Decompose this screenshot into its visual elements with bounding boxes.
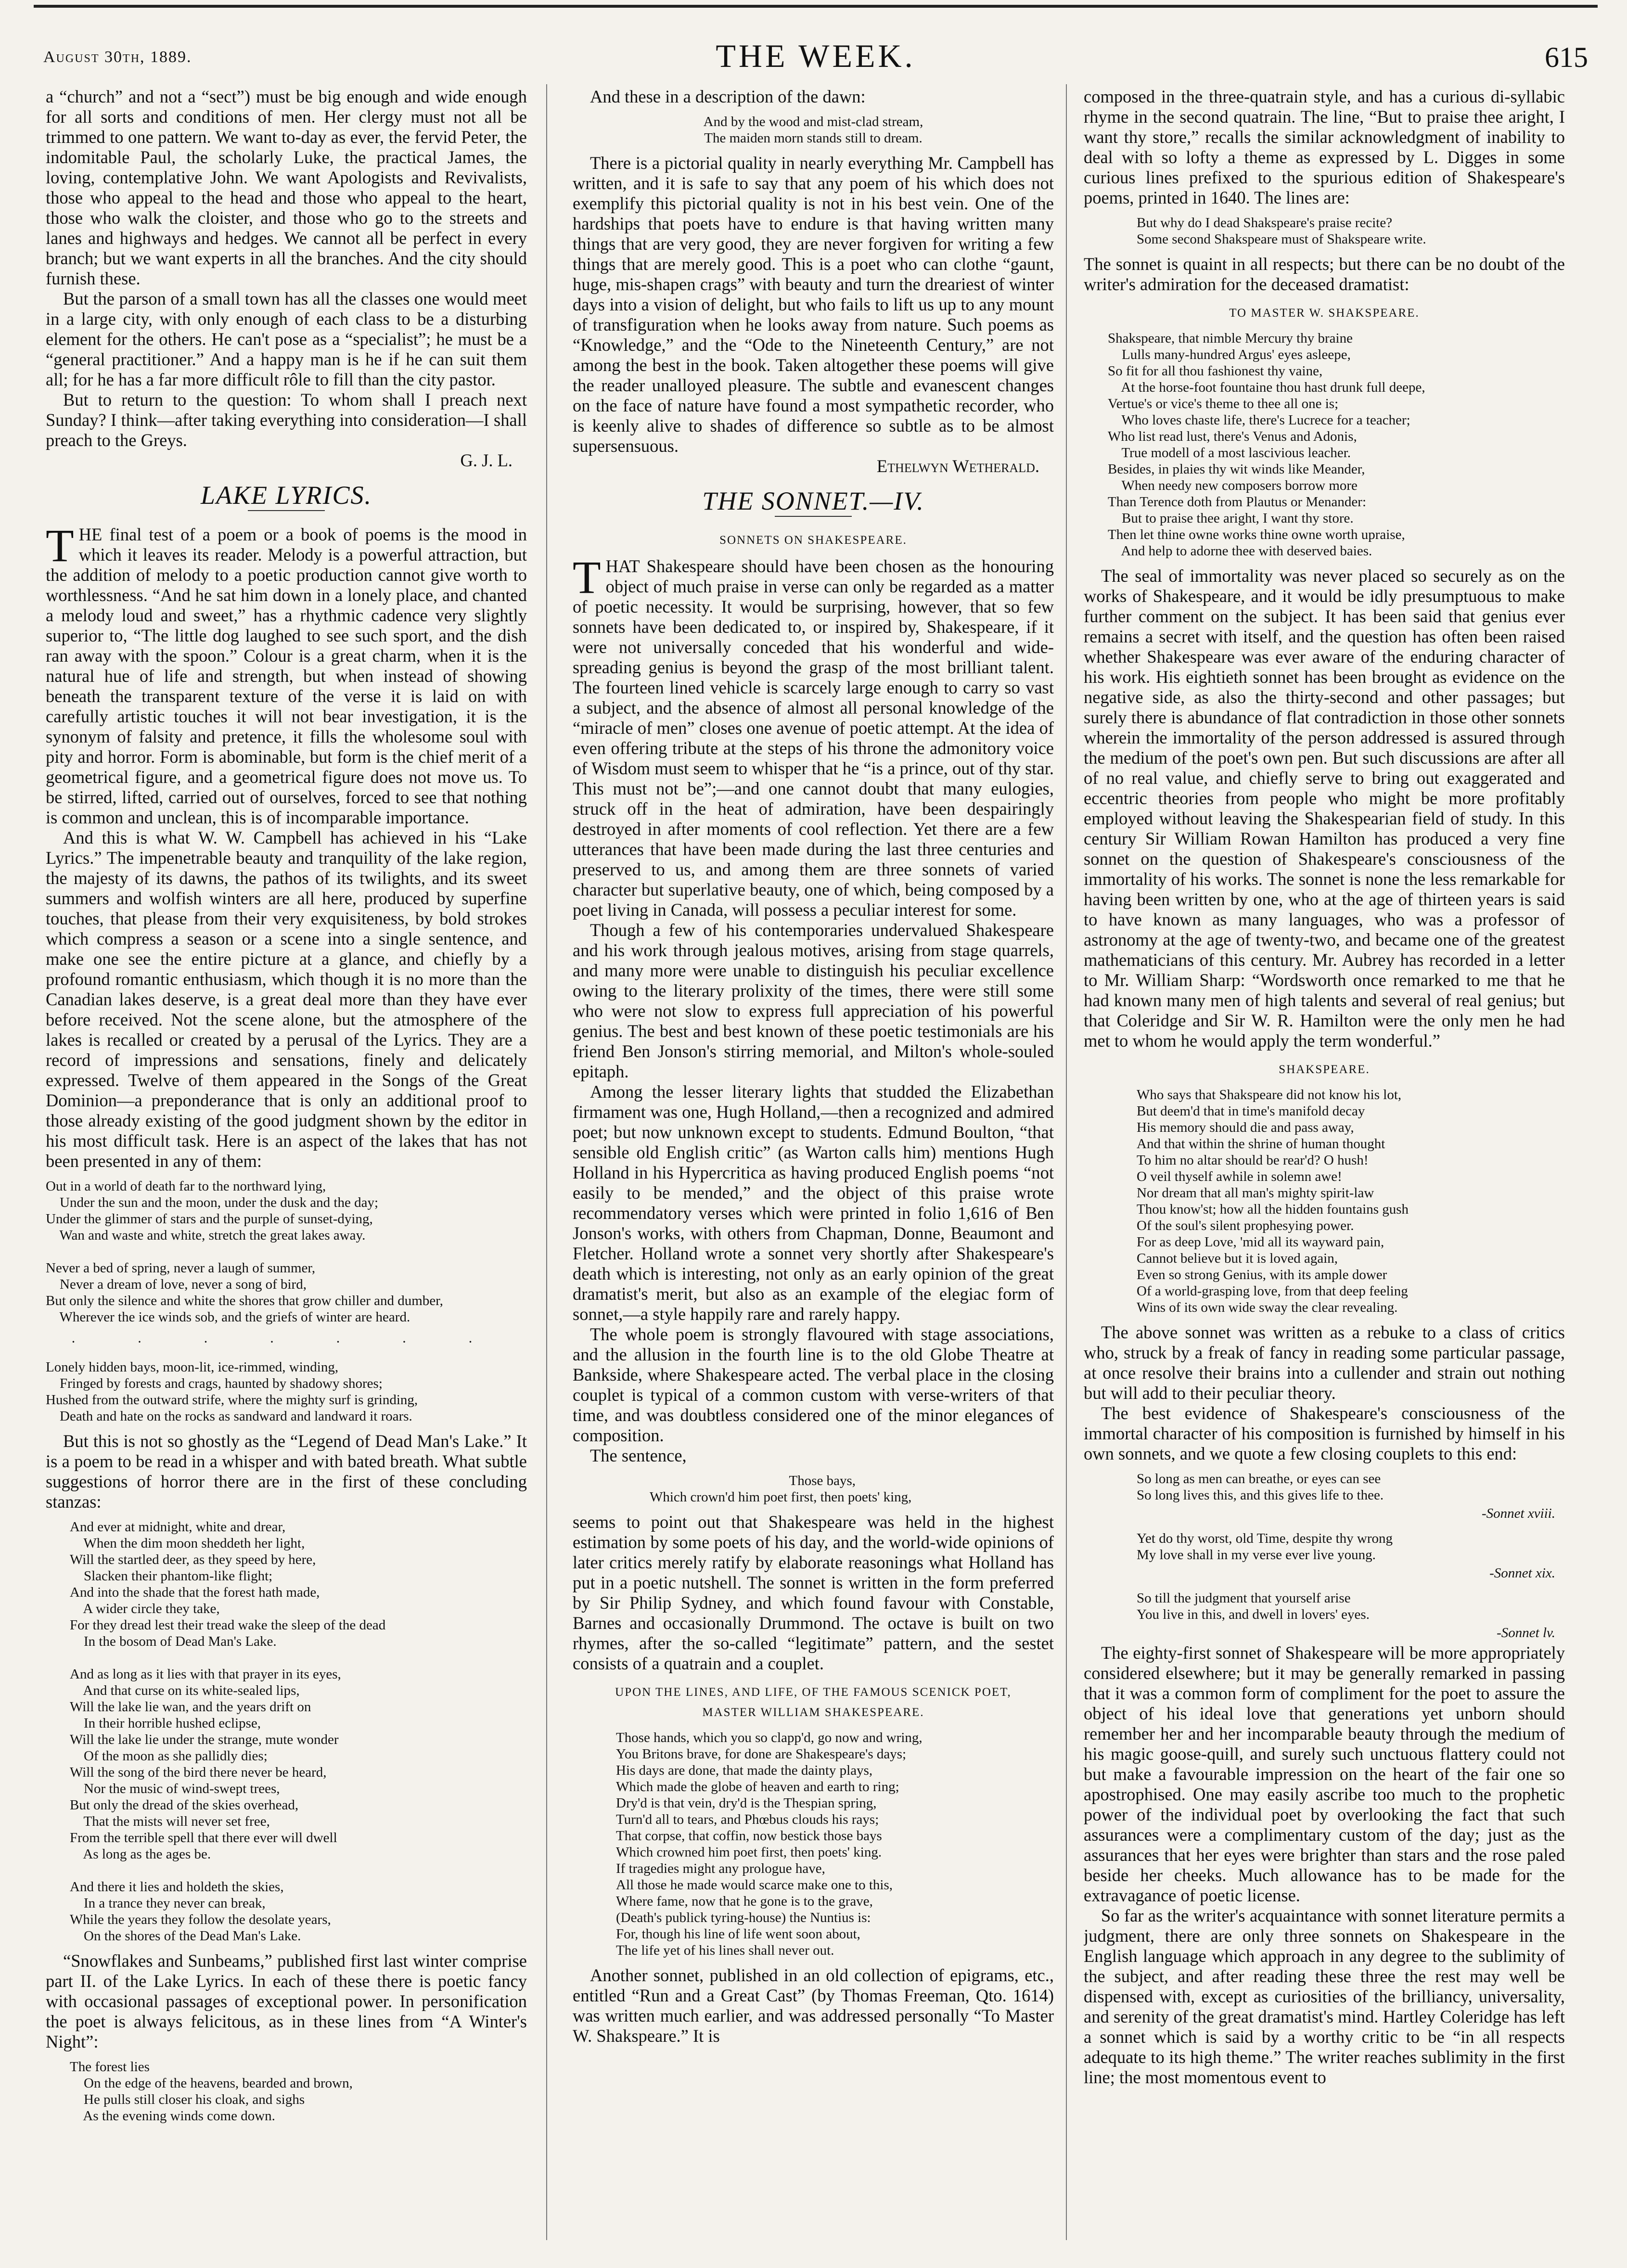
- verse-line: To him no altar should be rear'd? O hush!: [1137, 1153, 1369, 1168]
- verse-line: Than Terence doth from Plautus or Menander:: [1108, 494, 1366, 510]
- verse-line: At the horse-foot fountaine thou hast drunk full deepe,: [1108, 380, 1425, 395]
- verse-line: Slacken their phantom-like flight;: [70, 1568, 273, 1584]
- verse-line: (Death's publick tyring-house) the Nuntius is:: [616, 1910, 871, 1925]
- verse-line: Never a dream of love, never a song of bird,: [46, 1277, 307, 1292]
- paragraph: The seal of immortality was never placed so securely as on the works of Shakespeare, and it would be idly presumptuous to make further comment on the subject. It has been said that genius ever remains a secret with itself, and the question has often been raised whether Shakespeare was ever aware of the enduring character of his work. His eightieth sonnet has been brought as evidence on the negative side, as also the thirty-second and other passages; but surely there is abundance of flat contradiction in those other sonnets wherein the immortality of the person addressed is assured through the medium of the poet's own pen. But such discussions are after all of no real value, and chiefly serve to bring out exaggerated and eccentric theories from people who might be more profitably employed without leaving the Shakespearian field of study. In this century Sir William Rowan Hamilton has produced a very fine sonnet on the question of Shakespeare's consciousness of the immortality of his works. The sonnet is none the less remarkable for having been written by one, who at the age of thirteen years is said to have known as many languages, who was a professor of astronomy at the age of twenty-two, and became one of the greatest mathematicians of this century. Mr. Aubrey has recorded in a letter to Mr. William Sharp: “Wordsworth once remarked to me that he had known many men of high talents and several of real genius; but that Coleridge and Sir W. R. Hamilton were the only men he had met to whom he would apply the term wonderful.”: [1084, 566, 1565, 1051]
- verse-line: Vertue's or vice's theme to thee all one is;: [1108, 396, 1339, 411]
- verse-line: While the years they follow the desolate years,: [70, 1912, 331, 1927]
- verse-line: His memory should die and pass away,: [1137, 1120, 1354, 1135]
- column-divider: [1066, 84, 1067, 2240]
- column-1: [46, 87, 527, 2242]
- verse-line: And there it lies and holdeth the skies,: [70, 1879, 284, 1895]
- paragraph: a “church” and not a “sect”) must be big enough and wide enough for all sorts and conditions of men. Her clergy must not all be trimmed to one pattern. We want to-day as ever, the fervid Peter, the indomitable Paul, the scholarly Luke, the practical James, the loving, contemplative John. We want Apologists and Revivalists, those who appeal to the head and those who appeal to the heart, those who walk the cloister, and those who go to the streets and lanes and highways and hedges. We cannot all be perfect in every branch; but we want experts in all the branches. And the city should furnish these.: [46, 87, 527, 288]
- article-title: THE SONNET.—IV.: [702, 487, 924, 515]
- verse-line: Will the startled deer, as they speed by here,: [70, 1552, 316, 1567]
- paragraph: The sentence,: [590, 1446, 687, 1465]
- paragraph: The sonnet is quaint in all respects; but there can be no doubt of the writer's admiration for the deceased dramatist:: [1084, 254, 1565, 294]
- verse-line: You live in this, and dwell in lovers' eyes.: [1137, 1607, 1370, 1622]
- verse-line: True modell of a most lascivious leacher.: [1108, 445, 1351, 461]
- verse-block: [573, 1473, 1054, 1505]
- verse-line: But only the silence and white the shores that grow chiller and dumber,: [46, 1293, 443, 1308]
- verse-line: In the bosom of Dead Man's Lake.: [70, 1634, 277, 1649]
- verse-line: Of the soul's silent prophesying power.: [1137, 1218, 1354, 1233]
- verse-line: Will the lake lie under the strange, mute wonder: [70, 1732, 339, 1747]
- verse-line: Wherever the ice winds sob, and the griefs of winter are heard.: [46, 1309, 410, 1325]
- verse-line: In their horrible hushed eclipse,: [70, 1716, 261, 1731]
- verse-line: Those hands, which you so clapp'd, go now and wring,: [616, 1730, 922, 1745]
- paragraph: But the parson of a small town has all the classes one would meet in a large city, with only enough of each class to be a disturbing element for the others. He can't pose as a “specialist”; he must be a “general practitioner.” And a happy man is he if he can suit them all; for he has a far more difficult rôle to fill than the city pastor.: [46, 289, 527, 389]
- verse-line: Hushed from the outward strife, where the mighty surf is grinding,: [46, 1392, 418, 1408]
- sonnet-citation: -Sonnet xviii.: [1481, 1506, 1555, 1521]
- verse-block: [46, 1178, 527, 1325]
- verse-line: As long as the ages be.: [70, 1846, 211, 1862]
- verse-line: Turn'd all to tears, and Phœbus clouds his rays;: [616, 1812, 879, 1827]
- paragraph: Another sonnet, published in an old collection of epigrams, etc., entitled “Run and a Great Cast” (by Thomas Freeman, Qto. 1614) was written much earlier, and was addressed personally “To Master W. Shakspeare.” It is: [573, 1965, 1054, 2046]
- verse-line: When the dim moon sheddeth her light,: [70, 1536, 305, 1551]
- verse-line: O veil thyself awhile in solemn awe!: [1137, 1169, 1342, 1184]
- paragraph: And these in a description of the dawn:: [590, 87, 866, 106]
- paragraph: And this is what W. W. Campbell has achieved in his “Lake Lyrics.” The impenetrable beauty and tranquility of the lake region, the majesty of its dawns, the pathos of its twilights, and its sweet summers and wolfish winters are all here, produced by superfine touches, that please from their very exquisiteness, by bold strokes which compress a season or a scene into a single sentence, and make one see the entire picture at a glance, and chiefly by a profound romantic enthusiasm, which though it is no more than the Canadian lakes deserve, is a great deal more than they have ever before received. Not the scene alone, but the atmosphere of the lakes is recalled or created by a perusal of the Lyrics. They are a record of impressions and sensations, finely and delicately expressed. Twelve of them appeared in the Songs of the Great Dominion—a preponderance that is only an additional proof to those already existing of the good judgment shown by the editor in his most difficult task. Here is an aspect of the lakes that has not been presented in any of them:: [46, 828, 527, 1171]
- verse-line: Who loves chaste life, there's Lucrece for a teacher;: [1108, 412, 1410, 428]
- column-2: [573, 87, 1054, 2242]
- verse-line: The life yet of his lines shall never out.: [616, 1943, 834, 1958]
- paragraph: But this is not so ghostly as the “Legend of Dead Man's Lake.” It is a poem to be read in a whisper and with bated breath. What subtle suggestions of horror there are in the first of these concluding stanzas:: [46, 1431, 527, 1512]
- title-rule: [248, 510, 325, 511]
- paragraph: The above sonnet was written as a rebuke to a class of critics who, struck by a freak of fancy in reading some particular passage, at once resolve their brains into a cullender and strain out nothing but will add to their peculiar theory.: [1084, 1322, 1565, 1403]
- verse-line: [70, 1650, 527, 1666]
- verse-line: From the terrible spell that there ever will dwell: [70, 1830, 337, 1845]
- verse-line: And that curse on its white-sealed lips,: [70, 1683, 300, 1698]
- verse-line: Who list read lust, there's Venus and Adonis,: [1108, 429, 1357, 444]
- verse-line: Will the song of the bird there never be heard,: [70, 1765, 327, 1780]
- verse-line: Of the moon as she pallidly dies;: [70, 1748, 268, 1764]
- verse-line: Where fame, now that he gone is to the grave,: [616, 1894, 873, 1909]
- verse-line: If tragedies might any prologue have,: [616, 1861, 825, 1876]
- verse-line: [46, 1243, 527, 1260]
- verse-line: The forest lies: [70, 2059, 150, 2075]
- verse-line: Cannot believe but it is loved again,: [1137, 1251, 1338, 1266]
- verse-line: All those he made would scarce make one to this,: [616, 1877, 893, 1893]
- sonnet-citation: -Sonnet xix.: [1489, 1565, 1555, 1581]
- column-divider: [546, 84, 547, 2240]
- verse-line: And that within the shrine of human thought: [1137, 1136, 1385, 1152]
- verse-block: [1084, 1530, 1565, 1563]
- article-title: LAKE LYRICS.: [201, 481, 372, 510]
- verse-line: So long lives this, and this gives life to thee.: [1137, 1487, 1384, 1503]
- ellipsis-separator: · · · · · · ·: [71, 1334, 502, 1350]
- verse-line: Shakspeare, that nimble Mercury thy braine: [1108, 331, 1353, 346]
- verse-line: And into the shade that the forest hath made,: [70, 1585, 320, 1600]
- verse-line: For, though his line of life went soon about,: [616, 1926, 860, 1942]
- verse-line: Death and hate on the rocks as sandward and landward it roars.: [46, 1409, 412, 1424]
- verse-line: Thou know'st; how all the hidden fountains gush: [1137, 1202, 1409, 1217]
- verse-line: Nor dream that all man's mighty spirit-law: [1137, 1185, 1374, 1201]
- verse-line: That the mists will never set free,: [70, 1814, 270, 1829]
- verse-line: That corpse, that coffin, now bestick those bays: [616, 1828, 882, 1844]
- verse-line: So fit for all thou fashionest thy vaine,: [1108, 363, 1323, 379]
- verse-line: Even so strong Genius, with its ample dower: [1137, 1267, 1387, 1282]
- verse-block: [1084, 215, 1565, 247]
- verse-block: [1084, 330, 1565, 559]
- verse-line: Of a world-grasping love, from that deep feeling: [1137, 1283, 1408, 1299]
- verse-line: Which made the globe of heaven and earth to ring;: [616, 1779, 899, 1794]
- verse-line: So till the judgment that yourself arise: [1137, 1590, 1351, 1606]
- verse-line: A wider circle they take,: [70, 1601, 220, 1616]
- verse-line: Then let thine owne works thine owne worth upraise,: [1108, 527, 1405, 542]
- verse-block: [46, 1519, 527, 1944]
- verse-block: [46, 1359, 527, 1424]
- drop-cap: T: [46, 520, 74, 571]
- verse-line: Wins of its own wide sway the clear revealing.: [1137, 1300, 1398, 1315]
- verse-block: [1084, 1471, 1565, 1503]
- verse-line: Yet do thy worst, old Time, despite thy wrong: [1137, 1531, 1393, 1546]
- poem-title: SHAKSPEARE.: [1279, 1063, 1370, 1076]
- paragraph: Though a few of his contemporaries undervalued Shakespeare and his work through jealous motives, arising from stage quarrels, and many more were unable to distinguish his peculiar excellence owing to the literary prolixity of the times, there were still some who were not slow to express full appreciation of his powerful genius. The best and best known of these poetic testimonials are his friend Ben Jonson's stirring memorial, and Milton's whole-souled epitaph.: [573, 920, 1054, 1081]
- verse-line: Nor the music of wind-swept trees,: [70, 1781, 280, 1796]
- verse-line: On the edge of the heavens, bearded and brown,: [70, 2076, 353, 2091]
- verse-line: Under the sun and the moon, under the dusk and the day;: [46, 1195, 379, 1210]
- verse-line: So long as men can breathe, or eyes can see: [1137, 1471, 1381, 1486]
- verse-line: For as deep Love, 'mid all its wayward pain,: [1137, 1234, 1384, 1250]
- verse-line: But only the dread of the skies overhead,: [70, 1797, 299, 1813]
- verse-line: Those bays,: [650, 1473, 856, 1488]
- verse-line: Under the glimmer of stars and the purple of sunset-dying,: [46, 1211, 373, 1227]
- issue-date: August 30th, 1889.: [43, 48, 192, 66]
- verse-line: When needy new composers borrow more: [1108, 478, 1358, 493]
- verse-line: He pulls still closer his cloak, and sighs: [70, 2092, 305, 2107]
- drop-cap: T: [573, 551, 601, 603]
- verse-line: As the evening winds come down.: [70, 2108, 275, 2124]
- paragraph: composed in the three-quatrain style, and has a curious di-syllabic rhyme in the second quatrain. The line, “But to praise thee aright, I want thy store,” recalls the similar acknowledgment of inability to deal with so lofty a theme as expressed by L. Digges in some curious lines prefixed to the spurious edition of Shakespeare's poems, printed in 1640. The lines are:: [1084, 87, 1565, 207]
- verse-line: But why do I dead Shakspeare's praise recite?: [1137, 215, 1393, 231]
- publication-title: THE WEEK.: [716, 38, 916, 74]
- paragraph: THAT Shakespeare should have been chosen as the honouring object of much praise in verse can only be regarded as a matter of poetic necessity. It would be surprising, however, that so few sonnets have been dedicated to, or inspired by, Shakespeare, if it were not universally conceded that his wonderful and wide-spreading genius is beyond the grasp of the most brilliant talent. The fourteen lined vehicle is scarcely large enough to carry so vast a subject, and the absence of almost all personal knowledge of the “miracle of men” closes one avenue of poetic attempt. At the idea of even offering tribute at the steps of his throne the admonitory voice of Wisdom must seem to whisper that he “is a prince, out of thy star. This must not be”;—and one cannot doubt that many eulogies, struck off in the heat of admiration, have been despairingly destroyed in after moments of cool reflection. Yet there are a few utterances that have been made during the last three centuries and preserved to us, and among them are three sonnets of varied character but superlative beauty, one of which, being composed by a poet living in Canada, will possess a peculiar interest for some.: [573, 551, 1054, 920]
- verse-block: [573, 1730, 1054, 1959]
- verse-line: You Britons brave, for done are Shakespeare's days;: [616, 1746, 907, 1762]
- verse-line: In a trance they never can break,: [70, 1896, 266, 1911]
- verse-line: Lonely hidden bays, moon-lit, ice-rimmed, winding,: [46, 1359, 339, 1375]
- verse-line: Some second Shakspeare must of Shakspeare write.: [1137, 231, 1426, 247]
- verse-line: But to praise thee aright, I want thy store.: [1108, 511, 1354, 526]
- poem-title: UPON THE LINES, AND LIFE, OF THE FAMOUS SCENICK POET, MASTER WILLIAM SHAKESPEARE.: [615, 1686, 1012, 1719]
- verse-line: And as long as it lies with that prayer in its eyes,: [70, 1666, 341, 1682]
- paragraph: The best evidence of Shakespeare's consciousness of the immortal character of his composition is furnished by himself in his own sonnets, and we quote a few closing couplets to this end:: [1084, 1403, 1565, 1463]
- verse-line: Dry'd is that vein, dry'd is the Thespian spring,: [616, 1795, 877, 1811]
- sonnet-citation: -Sonnet lv.: [1497, 1625, 1555, 1640]
- verse-line: Lulls many-hundred Argus' eyes asleepe,: [1108, 347, 1351, 362]
- verse-line: And ever at midnight, white and drear,: [70, 1519, 286, 1535]
- author-signature: G. J. L.: [460, 450, 512, 470]
- verse-line: And help to adorne thee with deserved baies.: [1108, 543, 1372, 559]
- paragraph: THE final test of a poem or a book of poems is the mood in which it leaves its reader. Melody is a powerful attraction, but the addition of melody to a poetic production cannot give worth to worthlessness. “And he sat him down in a lonely place, and chanted a melody loud and sweet,” has a rhythmic cadence very slightly superior to, “The little dog laughed to see such sport, and the dish ran away with the spoon.” Colour is a great charm, when it is the natural hue of life and strength, but when instead of showing beneath the transparent texture of the verse it is laid on with carefully artistic touches it will not bear investigation, it is the synonym of falsity and pretence, it fills the wholesome soul with pity and horror. Form is abominable, but form is the chief merit of a geometrical figure, and a geometrical figure does not move us. To be stirred, lifted, carried out of ourselves, forced to see that nothing is common and unclean, this is of incomparable importance.: [46, 520, 527, 827]
- title-rule: [775, 516, 852, 517]
- verse-block: [46, 2059, 527, 2124]
- verse-line: Wan and waste and white, stretch the great lakes away.: [46, 1228, 366, 1243]
- verse-line: Who says that Shakspeare did not know his lot,: [1137, 1087, 1402, 1102]
- paragraph: “Snowflakes and Sunbeams,” published first last winter comprise part II. of the Lake Lyrics. In each of these there is poetic fancy with occasional passages of exceptional power. In personification the poet is always felicitous, as in these lines from “A Winter's Night”:: [46, 1951, 527, 2051]
- verse-block: [1084, 1087, 1565, 1316]
- paragraph: Among the lesser literary lights that studded the Elizabethan firmament was one, Hugh Holland,—then a recognized and admired poet; but now unknown except to students. Edmund Boulton, “that sensible old English critic” (as Warton calls him) mentions Hugh Holland in his Hypercritica as having produced English poems “not easily to be mended,” and the object of this praise wrote recommendatory verses which were printed in folio 1,616 of Ben Jonson's works, with others from Chapman, Donne, Beaumont and Fletcher. Holland wrote a sonnet very shortly after Shakespeare's death which is interesting, not only as an early opinion of the great dramatist's merit, but also as an example of the elegiac form of sonnet,—a style happily rare and rarely happy.: [573, 1082, 1054, 1324]
- paragraph: The whole poem is strongly flavoured with stage associations, and the allusion in the fourth line is to the old Globe Theatre at Bankside, where Shakespeare acted. The verbal place in the closing couplet is typical of a common custom with verse-writers of that time, and was doubtless considered one of the minor elegances of composition.: [573, 1324, 1054, 1445]
- verse-line: The maiden morn stands still to dream.: [704, 130, 922, 146]
- paragraph: But to return to the question: To whom shall I preach next Sunday? I think—after taking everything into consideration—I shall preach to the Greys.: [46, 390, 527, 450]
- top-border-rule: [34, 5, 1598, 8]
- paragraph: seems to point out that Shakespeare was held in the highest estimation by some poets of his day, and the world-wide opinions of later critics merely ratify by elaborate reasonings what Holland has put in a poetic nutshell. The sonnet is written in the form preferred by Sir Philip Sydney, and which found favour with Constable, Barnes and occasionally Drummond. The octave is built on two rhymes, after the so-called “legitimate” pattern, and the sestet consists of a quatrain and a couplet.: [573, 1512, 1054, 1673]
- verse-line: Besides, in plaies thy wit winds like Meander,: [1108, 461, 1365, 477]
- verse-line: Never a bed of spring, never a laugh of summer,: [46, 1260, 316, 1276]
- verse-block: [573, 114, 1054, 146]
- page-number: 615: [1545, 41, 1588, 73]
- verse-line: For they dread lest their tread wake the sleep of the dead: [70, 1617, 386, 1633]
- article-subtitle: SONNETS ON SHAKESPEARE.: [719, 534, 907, 547]
- verse-line: His days are done, that made the dainty plays,: [616, 1763, 873, 1778]
- verse-line: Out in a world of death far to the northward lying,: [46, 1179, 326, 1194]
- verse-line: Which crowned him poet first, then poets' king.: [616, 1845, 882, 1860]
- verse-block: [1084, 1590, 1565, 1623]
- paragraph: So far as the writer's acquaintance with sonnet literature permits a judgment, there are only three sonnets on Shakespeare in the English language which approach in any degree to the sublimity of the subject, and after reading these three the rest may well be dispensed with, except as curiosities of the brilliancy, universality, and serenity of the great dramatist's mind. Hartley Coleridge has left a sonnet which is said by a worthy critic to be “in all respects adequate to its high theme.” The writer reaches sublimity in the first line; the most momentous event to: [1084, 1906, 1565, 2087]
- column-3: [1084, 87, 1565, 2242]
- verse-line: But deem'd that in time's manifold decay: [1137, 1103, 1365, 1119]
- verse-line: My love shall in my verse ever live young.: [1137, 1547, 1376, 1563]
- paragraph: There is a pictorial quality in nearly everything Mr. Campbell has written, and it is safe to say that any poem of his which does not exemplify this pictorial quality is not in his best vein. One of the hardships that poets have to endure is that having written many things that are very good, they are never forgiven for writing a few things that are merely good. This is a poet who can clothe “gaunt, huge, mis-shapen crags” with beauty and turn the dreariest of winter days into a vision of delight, but who fails to lift us up to any mount of transfiguration when he looks away from nature. Such poems as “Knowledge,” and the “Ode to the Nineteenth Century,” are not among the best in the book. Taken altogether these poems will give the reader unalloyed pleasure. The subtle and evanescent changes on the face of nature have found a most sympathetic recorder, who is keenly alive to shades of difference so subtle as to be almost supersensuous.: [573, 153, 1054, 456]
- verse-line: Will the lake lie wan, and the years drift on: [70, 1699, 311, 1715]
- poem-title: TO MASTER W. SHAKSPEARE.: [1229, 307, 1420, 320]
- verse-line: [70, 1862, 527, 1879]
- verse-line: And by the wood and mist-clad stream,: [703, 114, 923, 129]
- author-signature: Ethelwyn Wetherald.: [876, 456, 1039, 476]
- paragraph: The eighty-first sonnet of Shakespeare will be more appropriately considered elsewhere; but it may be generally remarked in passing that it was a common form of compliment for the poet to assure the object of his ideal love that generations yet unborn should remember her and her incomparable beauty through the medium of his magic goose-quill, and surely such unctuous flattery could not but make a favourable impression on the heart of the fair one so apostrophised. One may easily ascribe too much to the prophetic power of the individual poet by overlooking the fact that such assurances were a complimentary custom of the day; just as the assurances that her eyes were brighter than stars and the rose paled beside her cheeks. Much allowance has to be made for the extravagance of poetic license.: [1084, 1643, 1565, 1905]
- verse-line: On the shores of the Dead Man's Lake.: [70, 1928, 301, 1944]
- verse-line: Fringed by forests and crags, haunted by shadowy shores;: [46, 1376, 383, 1391]
- verse-line: Which crown'd him poet first, then poets' king,: [650, 1489, 912, 1505]
